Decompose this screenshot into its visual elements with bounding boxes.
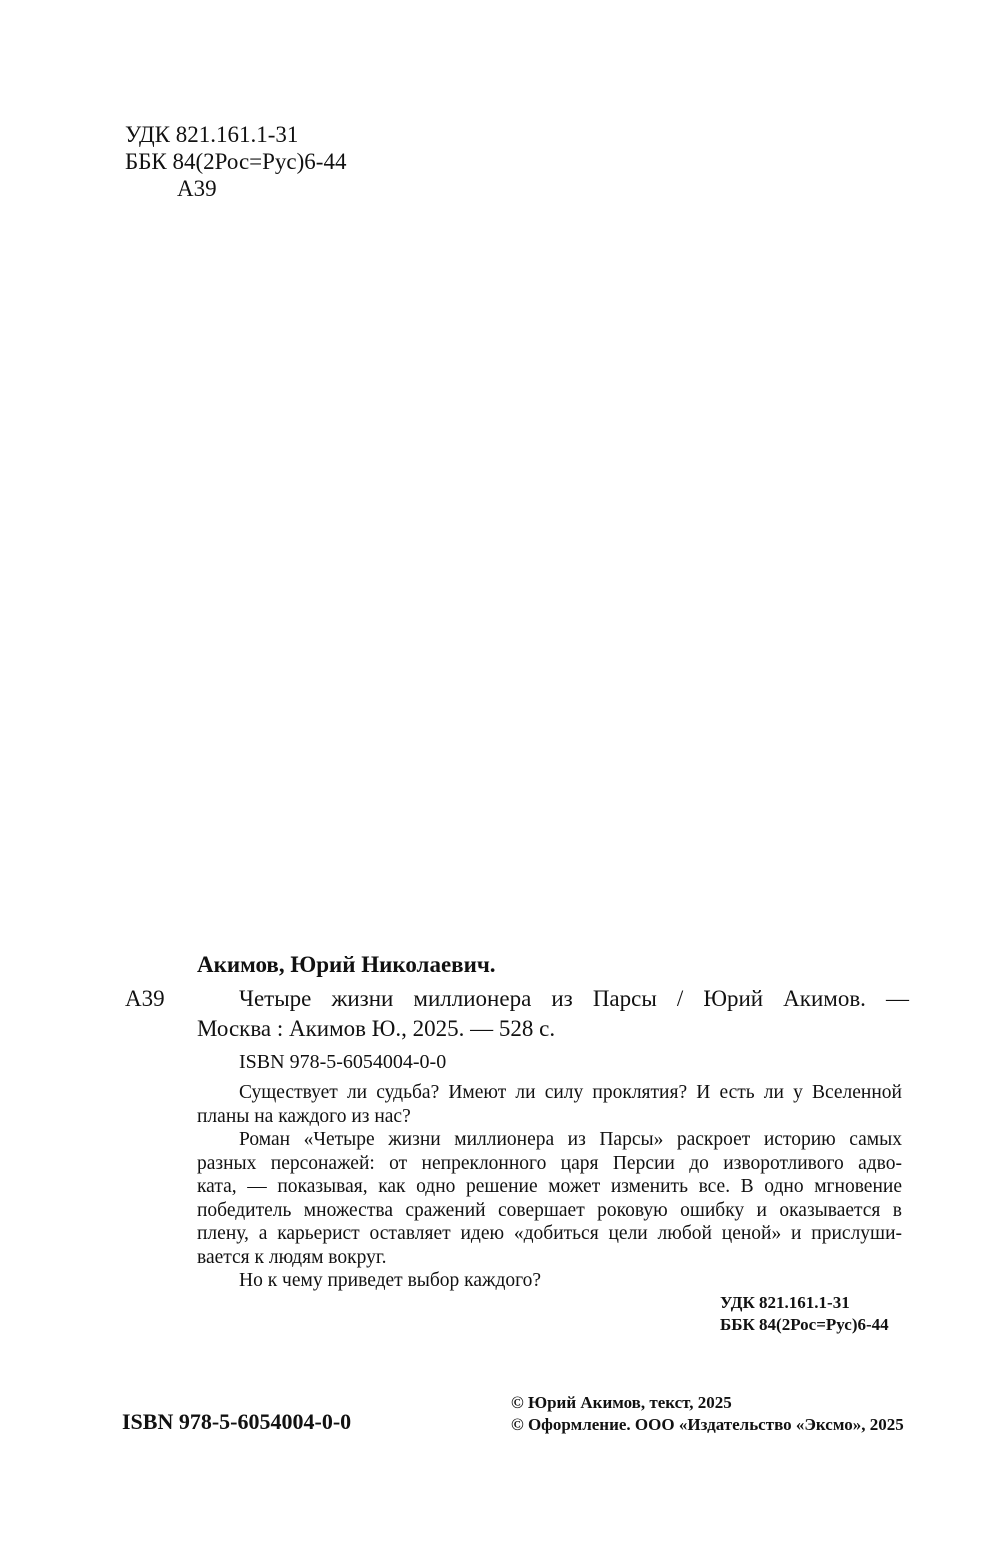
bbk-code-top: ББК 84(2Рос=Рус)6-44 (125, 149, 347, 174)
catalog-author-mark: А39 (125, 986, 165, 1011)
catalog-isbn: ISBN 978-5-6054004-0-0 (239, 1051, 447, 1073)
bbk-code-bottom: ББК 84(2Рос=Рус)6-44 (720, 1315, 889, 1334)
copyright-design: © Оформление. ООО «Издательство «Эксмо», 2025 (511, 1415, 904, 1434)
catalog-title-line-1: Четыре жизни миллионера из Парсы / Юрий Акимов. — (239, 986, 909, 1011)
annotation-line: Существует ли судьба? Имеют ли силу проклятия? И есть ли у Вселенной (239, 1082, 902, 1103)
annotation-line: разных персонажей: от непреклонного царя Персии до изворотливого адво- (197, 1152, 902, 1174)
footer-isbn: ISBN 978-5-6054004-0-0 (122, 1409, 352, 1434)
annotation-line: Роман «Четыре жизни миллионера из Парсы» раскроет историю самых (239, 1129, 902, 1150)
annotation-line: вается к людям вокруг. (197, 1246, 387, 1268)
udk-code-bottom: УДК 821.161.1-31 (720, 1293, 850, 1312)
annotation-line: плену, а карьерист оставляет идею «добиться цели любой ценой» и прислуши- (197, 1223, 902, 1244)
udk-code-top: УДК 821.161.1-31 (125, 122, 299, 147)
annotation-line: ката, — показывая, как одно решение может изменить все. В одно мгновение (197, 1176, 902, 1197)
annotation-line: Но к чему приведет выбор каждого? (239, 1270, 542, 1291)
annotation-line: победитель множества сражений совершает роковую ошибку и оказывается в (197, 1199, 902, 1221)
annotation (197, 1081, 902, 1293)
catalog-title-line-2: Москва : Акимов Ю., 2025. — 528 с. (197, 1016, 556, 1041)
annotation-line: планы на каждого из нас? (197, 1105, 411, 1127)
author-mark-top: А39 (177, 176, 217, 201)
catalog-author: Акимов, Юрий Николаевич. (197, 952, 496, 977)
copyright-text: © Юрий Акимов, текст, 2025 (511, 1393, 732, 1412)
